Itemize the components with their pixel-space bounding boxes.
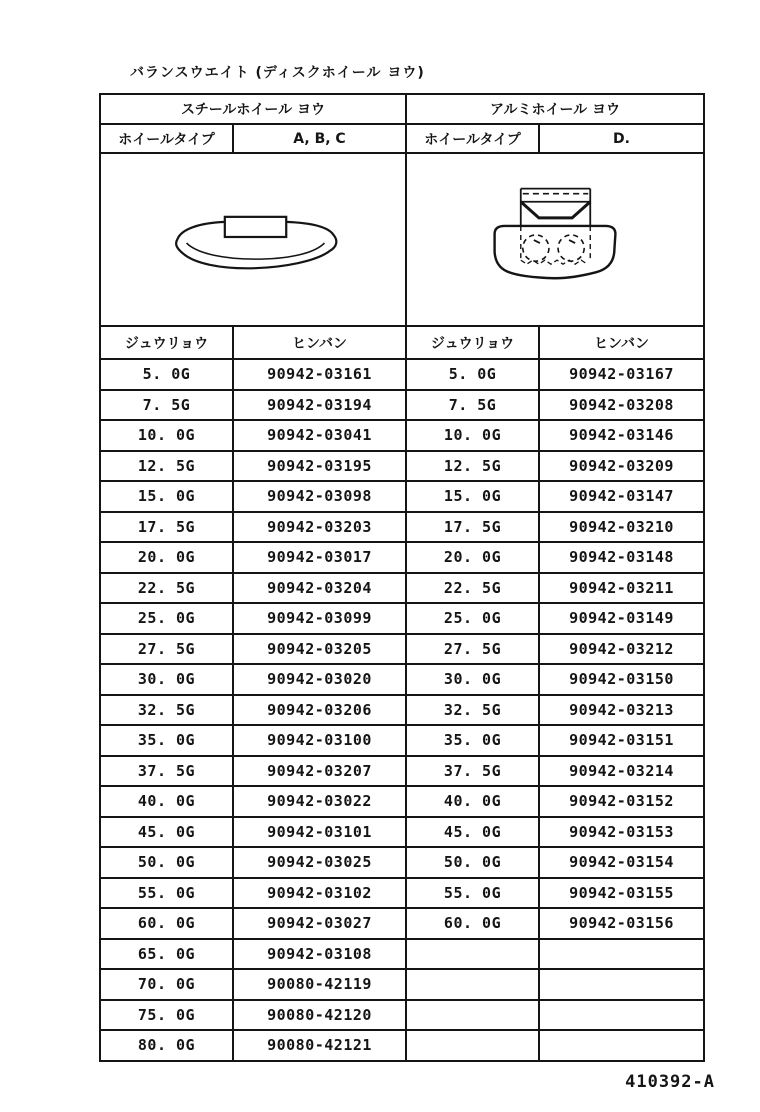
steel-weight-cell: 75. 0G <box>100 1000 233 1031</box>
alum-part-number-cell: 90942-03212 <box>539 634 704 665</box>
table-row <box>100 847 704 878</box>
steel-weight-cell: 32. 5G <box>100 695 233 726</box>
steel-part-number-cell: 90942-03195 <box>233 451 406 482</box>
table-row <box>100 390 704 421</box>
alum-part-number-cell: 90942-03214 <box>539 756 704 787</box>
steel-part-number-cell: 90942-03203 <box>233 512 406 543</box>
alum-weight-cell: 25. 0G <box>406 603 539 634</box>
alum-part-number-cell: 90942-03156 <box>539 908 704 939</box>
steel-part-column-header: ヒンバン <box>233 326 406 359</box>
steel-weight-cell: 7. 5G <box>100 390 233 421</box>
alum-wheel-types: D. <box>539 124 704 153</box>
steel-weight-column-header: ジュウリョウ <box>100 326 233 359</box>
figure-number: 410392-A <box>625 1072 715 1092</box>
column-header-row <box>100 326 704 359</box>
alum-weight-cell: 15. 0G <box>406 481 539 512</box>
steel-weight-cell: 20. 0G <box>100 542 233 573</box>
alum-part-number-cell: 90942-03154 <box>539 847 704 878</box>
table-row <box>100 481 704 512</box>
steel-weight-cell: 27. 5G <box>100 634 233 665</box>
steel-part-number-cell: 90942-03108 <box>233 939 406 970</box>
table-row <box>100 634 704 665</box>
table-row <box>100 603 704 634</box>
steel-weight-cell: 55. 0G <box>100 878 233 909</box>
table-row <box>100 451 704 482</box>
steel-part-number-cell: 90942-03099 <box>233 603 406 634</box>
steel-weight-cell: 22. 5G <box>100 573 233 604</box>
steel-part-number-cell: 90942-03194 <box>233 390 406 421</box>
alum-weight-cell <box>406 1000 539 1031</box>
table-row <box>100 939 704 970</box>
steel-part-number-cell: 90942-03161 <box>233 359 406 390</box>
alum-part-number-cell: 90942-03209 <box>539 451 704 482</box>
alum-weight-cell: 7. 5G <box>406 390 539 421</box>
steel-weight-cell: 25. 0G <box>100 603 233 634</box>
steel-part-number-cell: 90942-03100 <box>233 725 406 756</box>
alum-part-number-cell: 90942-03146 <box>539 420 704 451</box>
alum-part-number-cell <box>539 1000 704 1031</box>
alum-part-number-cell: 90942-03147 <box>539 481 704 512</box>
steel-part-number-cell: 90942-03027 <box>233 908 406 939</box>
balance-weight-table <box>99 93 705 1062</box>
table-row <box>100 908 704 939</box>
steel-weight-drawing-cell <box>100 153 406 326</box>
alum-part-number-cell: 90942-03153 <box>539 817 704 848</box>
alum-weight-drawing-cell <box>406 153 704 326</box>
alum-part-number-cell: 90942-03211 <box>539 573 704 604</box>
alum-weight-cell: 5. 0G <box>406 359 539 390</box>
alum-weight-column-header: ジュウリョウ <box>406 326 539 359</box>
steel-weight-cell: 10. 0G <box>100 420 233 451</box>
drawing-row <box>100 153 704 326</box>
table-row <box>100 786 704 817</box>
table-row <box>100 573 704 604</box>
steel-weight-cell: 60. 0G <box>100 908 233 939</box>
table-row <box>100 420 704 451</box>
table-row <box>100 1030 704 1061</box>
alum-part-number-cell <box>539 1030 704 1061</box>
alum-weight-cell: 20. 0G <box>406 542 539 573</box>
alum-weight-cell: 10. 0G <box>406 420 539 451</box>
group-header-row <box>100 94 704 124</box>
table-row <box>100 542 704 573</box>
table-row <box>100 969 704 1000</box>
alum-wheel-weight-icon <box>407 154 703 325</box>
table-row <box>100 725 704 756</box>
table-row <box>100 817 704 848</box>
steel-part-number-cell: 90080-42121 <box>233 1030 406 1061</box>
alum-part-number-cell: 90942-03151 <box>539 725 704 756</box>
table-row <box>100 878 704 909</box>
alum-weight-cell <box>406 969 539 1000</box>
alum-part-number-cell: 90942-03150 <box>539 664 704 695</box>
steel-weight-cell: 50. 0G <box>100 847 233 878</box>
alum-part-number-cell <box>539 969 704 1000</box>
alum-weight-cell: 50. 0G <box>406 847 539 878</box>
steel-weight-cell: 17. 5G <box>100 512 233 543</box>
steel-wheel-type-label: ホイールタイプ <box>100 124 233 153</box>
steel-part-number-cell: 90080-42120 <box>233 1000 406 1031</box>
table-row <box>100 512 704 543</box>
steel-part-number-cell: 90942-03017 <box>233 542 406 573</box>
steel-weight-cell: 15. 0G <box>100 481 233 512</box>
alum-weight-cell: 17. 5G <box>406 512 539 543</box>
steel-part-number-cell: 90942-03101 <box>233 817 406 848</box>
steel-weight-cell: 12. 5G <box>100 451 233 482</box>
alum-part-number-cell: 90942-03210 <box>539 512 704 543</box>
steel-part-number-cell: 90942-03041 <box>233 420 406 451</box>
steel-weight-cell: 5. 0G <box>100 359 233 390</box>
steel-weight-cell: 70. 0G <box>100 969 233 1000</box>
alum-weight-cell: 37. 5G <box>406 756 539 787</box>
table-row <box>100 1000 704 1031</box>
alum-wheel-group-header: アルミホイール ヨウ <box>406 94 704 124</box>
table-row <box>100 664 704 695</box>
alum-weight-cell: 12. 5G <box>406 451 539 482</box>
steel-weight-cell: 45. 0G <box>100 817 233 848</box>
alum-part-number-cell: 90942-03208 <box>539 390 704 421</box>
alum-weight-cell: 32. 5G <box>406 695 539 726</box>
table-row <box>100 359 704 390</box>
page-title: バランスウエイト (ディスクホイール ヨウ) <box>130 65 425 81</box>
steel-wheel-weight-icon <box>101 154 405 325</box>
alum-weight-cell: 27. 5G <box>406 634 539 665</box>
steel-weight-cell: 30. 0G <box>100 664 233 695</box>
alum-weight-cell: 35. 0G <box>406 725 539 756</box>
steel-part-number-cell: 90942-03098 <box>233 481 406 512</box>
steel-part-number-cell: 90080-42119 <box>233 969 406 1000</box>
steel-weight-cell: 80. 0G <box>100 1030 233 1061</box>
steel-wheel-types: A, B, C <box>233 124 406 153</box>
steel-part-number-cell: 90942-03022 <box>233 786 406 817</box>
alum-weight-cell: 40. 0G <box>406 786 539 817</box>
alum-part-number-cell: 90942-03152 <box>539 786 704 817</box>
table-row <box>100 756 704 787</box>
alum-weight-cell: 45. 0G <box>406 817 539 848</box>
wheel-type-row <box>100 124 704 153</box>
alum-part-number-cell: 90942-03167 <box>539 359 704 390</box>
alum-part-number-cell: 90942-03155 <box>539 878 704 909</box>
alum-part-column-header: ヒンバン <box>539 326 704 359</box>
steel-part-number-cell: 90942-03102 <box>233 878 406 909</box>
alum-weight-cell: 60. 0G <box>406 908 539 939</box>
steel-weight-cell: 65. 0G <box>100 939 233 970</box>
steel-part-number-cell: 90942-03205 <box>233 634 406 665</box>
steel-part-number-cell: 90942-03204 <box>233 573 406 604</box>
alum-weight-cell <box>406 939 539 970</box>
alum-weight-cell: 55. 0G <box>406 878 539 909</box>
steel-part-number-cell: 90942-03207 <box>233 756 406 787</box>
alum-part-number-cell: 90942-03213 <box>539 695 704 726</box>
alum-weight-cell <box>406 1030 539 1061</box>
steel-part-number-cell: 90942-03206 <box>233 695 406 726</box>
steel-wheel-group-header: スチールホイール ヨウ <box>100 94 406 124</box>
table-row <box>100 695 704 726</box>
steel-part-number-cell: 90942-03020 <box>233 664 406 695</box>
alum-part-number-cell <box>539 939 704 970</box>
steel-weight-cell: 37. 5G <box>100 756 233 787</box>
table-body <box>100 359 704 1061</box>
alum-part-number-cell: 90942-03149 <box>539 603 704 634</box>
alum-weight-cell: 22. 5G <box>406 573 539 604</box>
steel-part-number-cell: 90942-03025 <box>233 847 406 878</box>
alum-wheel-type-label: ホイールタイプ <box>406 124 539 153</box>
steel-weight-cell: 35. 0G <box>100 725 233 756</box>
alum-part-number-cell: 90942-03148 <box>539 542 704 573</box>
alum-weight-cell: 30. 0G <box>406 664 539 695</box>
steel-weight-cell: 40. 0G <box>100 786 233 817</box>
